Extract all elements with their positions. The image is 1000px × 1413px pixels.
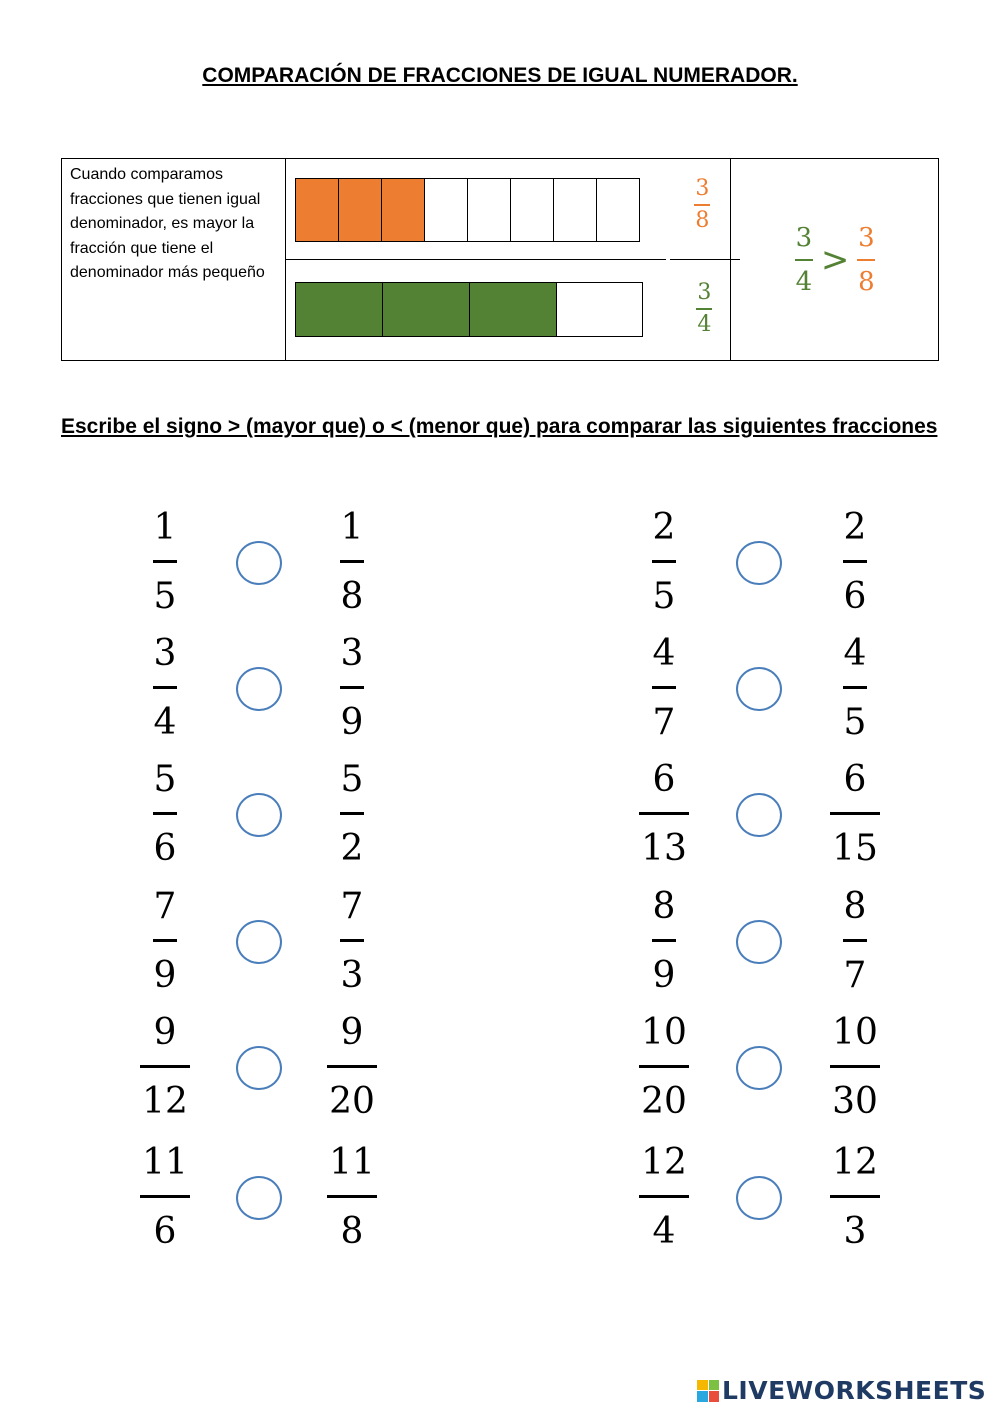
- denominator: 30: [832, 1081, 878, 1122]
- bar-cell: [296, 283, 383, 336]
- answer-circle[interactable]: [736, 920, 782, 964]
- fraction-left: [153, 887, 177, 996]
- bar-eighths: [295, 178, 640, 242]
- bar-quarters: [295, 282, 643, 337]
- denominator: 12: [142, 1081, 188, 1122]
- fraction-bar: [639, 812, 689, 815]
- answer-circle[interactable]: [236, 920, 282, 964]
- numerator: 4: [652, 633, 676, 674]
- fraction-left: [140, 1013, 190, 1122]
- comparison-left-denominator: 4: [795, 267, 813, 297]
- fraction-right: [340, 634, 364, 743]
- fraction-right: [843, 887, 867, 996]
- answer-circle[interactable]: [236, 793, 282, 837]
- explanation-text: Cuando comparamos fracciones que tienen igual denominador, es mayor la fracción que tiene el denominador más pequeño: [62, 159, 286, 361]
- numerator: 4: [843, 633, 867, 674]
- denominator: 4: [153, 702, 177, 743]
- fraction-bar: [830, 1065, 880, 1068]
- bar-row-eighths: [286, 159, 740, 260]
- fraction-right: [843, 508, 867, 617]
- fraction-right: [830, 760, 880, 869]
- numerator: 3: [153, 633, 177, 674]
- fraction-left: [140, 1143, 190, 1252]
- fraction-bar: [843, 939, 867, 942]
- fraction-left: [652, 508, 676, 617]
- answer-circle[interactable]: [236, 1046, 282, 1090]
- comparison-right-fraction: [855, 223, 877, 297]
- numerator: 1: [340, 507, 364, 548]
- numerator: 11: [329, 1142, 375, 1183]
- denominator: 4: [652, 1211, 676, 1252]
- comparison-left-fraction: [793, 223, 815, 297]
- fraction-left: [153, 634, 177, 743]
- answer-circle[interactable]: [736, 541, 782, 585]
- numerator: 11: [142, 1142, 188, 1183]
- numerator: 6: [843, 759, 867, 800]
- fraction-right: [340, 508, 364, 617]
- logo-icon: [697, 1380, 719, 1402]
- fraction-bar: [153, 812, 177, 815]
- denominator: 7: [843, 955, 867, 996]
- numerator: 12: [641, 1142, 687, 1183]
- bar-cell: [557, 283, 643, 336]
- answer-circle[interactable]: [736, 793, 782, 837]
- worksheet-title: COMPARACIÓN DE FRACCIONES DE IGUAL NUMERADOR.: [202, 64, 798, 87]
- denominator: 3: [340, 955, 364, 996]
- fraction-left: [639, 1143, 689, 1252]
- fraction-left: [639, 760, 689, 869]
- instruction-text: Escribe el signo > (mayor que) o < (menor que) para comparar las siguientes fracciones: [61, 415, 938, 438]
- bar-quarters-numerator: 3: [697, 280, 712, 305]
- fraction-right: [830, 1143, 880, 1252]
- numerator: 3: [340, 633, 364, 674]
- fraction-bar: [153, 686, 177, 689]
- answer-circle[interactable]: [236, 541, 282, 585]
- fraction-bar: [153, 560, 177, 563]
- bar-cell: [383, 283, 470, 336]
- denominator: 2: [340, 828, 364, 869]
- fraction-bar: [652, 560, 676, 563]
- comparison-sign: >: [820, 240, 850, 280]
- numerator: 7: [340, 886, 364, 927]
- fraction-right: [830, 1013, 880, 1122]
- fraction-left: [153, 760, 177, 869]
- fraction-bar: [652, 939, 676, 942]
- comparison-example: [730, 159, 938, 361]
- fraction-bar: [340, 686, 364, 689]
- bar-eighths-fraction: [692, 176, 712, 234]
- numerator: 8: [652, 886, 676, 927]
- explanation-table: [61, 158, 939, 361]
- fraction-right: [327, 1013, 377, 1122]
- fraction-bars: [286, 159, 731, 361]
- fraction-right: [340, 760, 364, 869]
- fraction-bar: [153, 939, 177, 942]
- denominator: 13: [641, 828, 687, 869]
- bar-cell: [382, 179, 425, 241]
- denominator: 9: [340, 702, 364, 743]
- denominator: 9: [652, 955, 676, 996]
- fraction-bar: [327, 1195, 377, 1198]
- denominator: 5: [153, 576, 177, 617]
- denominator: 5: [843, 702, 867, 743]
- denominator: 15: [832, 828, 878, 869]
- comparison-right-denominator: 8: [858, 267, 875, 297]
- fraction-bar: [340, 560, 364, 563]
- numerator: 1: [153, 507, 177, 548]
- fraction-left: [652, 887, 676, 996]
- denominator: 20: [329, 1081, 375, 1122]
- answer-circle[interactable]: [236, 1176, 282, 1220]
- fraction-right: [340, 887, 364, 996]
- fraction-bar: [652, 686, 676, 689]
- numerator: 5: [153, 759, 177, 800]
- fraction-left: [639, 1013, 689, 1122]
- fraction-bar: [843, 686, 867, 689]
- fraction-bar: [140, 1065, 190, 1068]
- denominator: 3: [843, 1211, 867, 1252]
- bar-cell: [296, 179, 339, 241]
- denominator: 5: [652, 576, 676, 617]
- fraction-right: [843, 634, 867, 743]
- numerator: 6: [652, 759, 676, 800]
- denominator: 20: [641, 1081, 687, 1122]
- comparison-right-numerator: 3: [858, 223, 875, 253]
- denominator: 7: [652, 702, 676, 743]
- bar-cell: [468, 179, 511, 241]
- bar-quarters-fraction: [694, 280, 714, 338]
- fraction-left: [652, 634, 676, 743]
- answer-circle[interactable]: [736, 1046, 782, 1090]
- bar-cell: [470, 283, 557, 336]
- answer-circle[interactable]: [236, 667, 282, 711]
- bar-eighths-numerator: 3: [695, 176, 710, 201]
- bar-cell: [597, 179, 639, 241]
- numerator: 10: [832, 1012, 878, 1053]
- fraction-bar: [340, 939, 364, 942]
- numerator: 9: [153, 1012, 177, 1053]
- fraction-bar: [639, 1065, 689, 1068]
- bar-cell: [511, 179, 554, 241]
- numerator: 8: [843, 886, 867, 927]
- numerator: 5: [340, 759, 364, 800]
- fraction-left: [153, 508, 177, 617]
- numerator: 2: [843, 507, 867, 548]
- logo-text: LIVEWORKSHEETS: [722, 1376, 987, 1405]
- numerator: 2: [652, 507, 676, 548]
- fraction-bar: [639, 1195, 689, 1198]
- denominator: 6: [153, 1211, 177, 1252]
- denominator: 6: [153, 828, 177, 869]
- bar-cell: [425, 179, 468, 241]
- fraction-bar: [327, 1065, 377, 1068]
- bar-row-quarters: [286, 260, 740, 361]
- denominator: 8: [340, 576, 364, 617]
- bar-cell: [554, 179, 597, 241]
- answer-circle[interactable]: [736, 667, 782, 711]
- fraction-bar: [830, 812, 880, 815]
- fraction-bar: [843, 560, 867, 563]
- numerator: 12: [832, 1142, 878, 1183]
- denominator: 9: [153, 955, 177, 996]
- fraction-bar: [830, 1195, 880, 1198]
- liveworksheets-logo: [697, 1376, 986, 1405]
- bar-eighths-denominator: 8: [695, 207, 710, 233]
- denominator: 6: [843, 576, 867, 617]
- bar-cell: [339, 179, 382, 241]
- fraction-right: [327, 1143, 377, 1252]
- numerator: 7: [153, 886, 177, 927]
- bar-quarters-denominator: 4: [697, 311, 712, 337]
- fraction-bar: [340, 812, 364, 815]
- numerator: 9: [340, 1012, 364, 1053]
- numerator: 10: [641, 1012, 687, 1053]
- fraction-bar: [140, 1195, 190, 1198]
- answer-circle[interactable]: [736, 1176, 782, 1220]
- denominator: 8: [340, 1211, 364, 1252]
- comparison-left-numerator: 3: [795, 223, 813, 253]
